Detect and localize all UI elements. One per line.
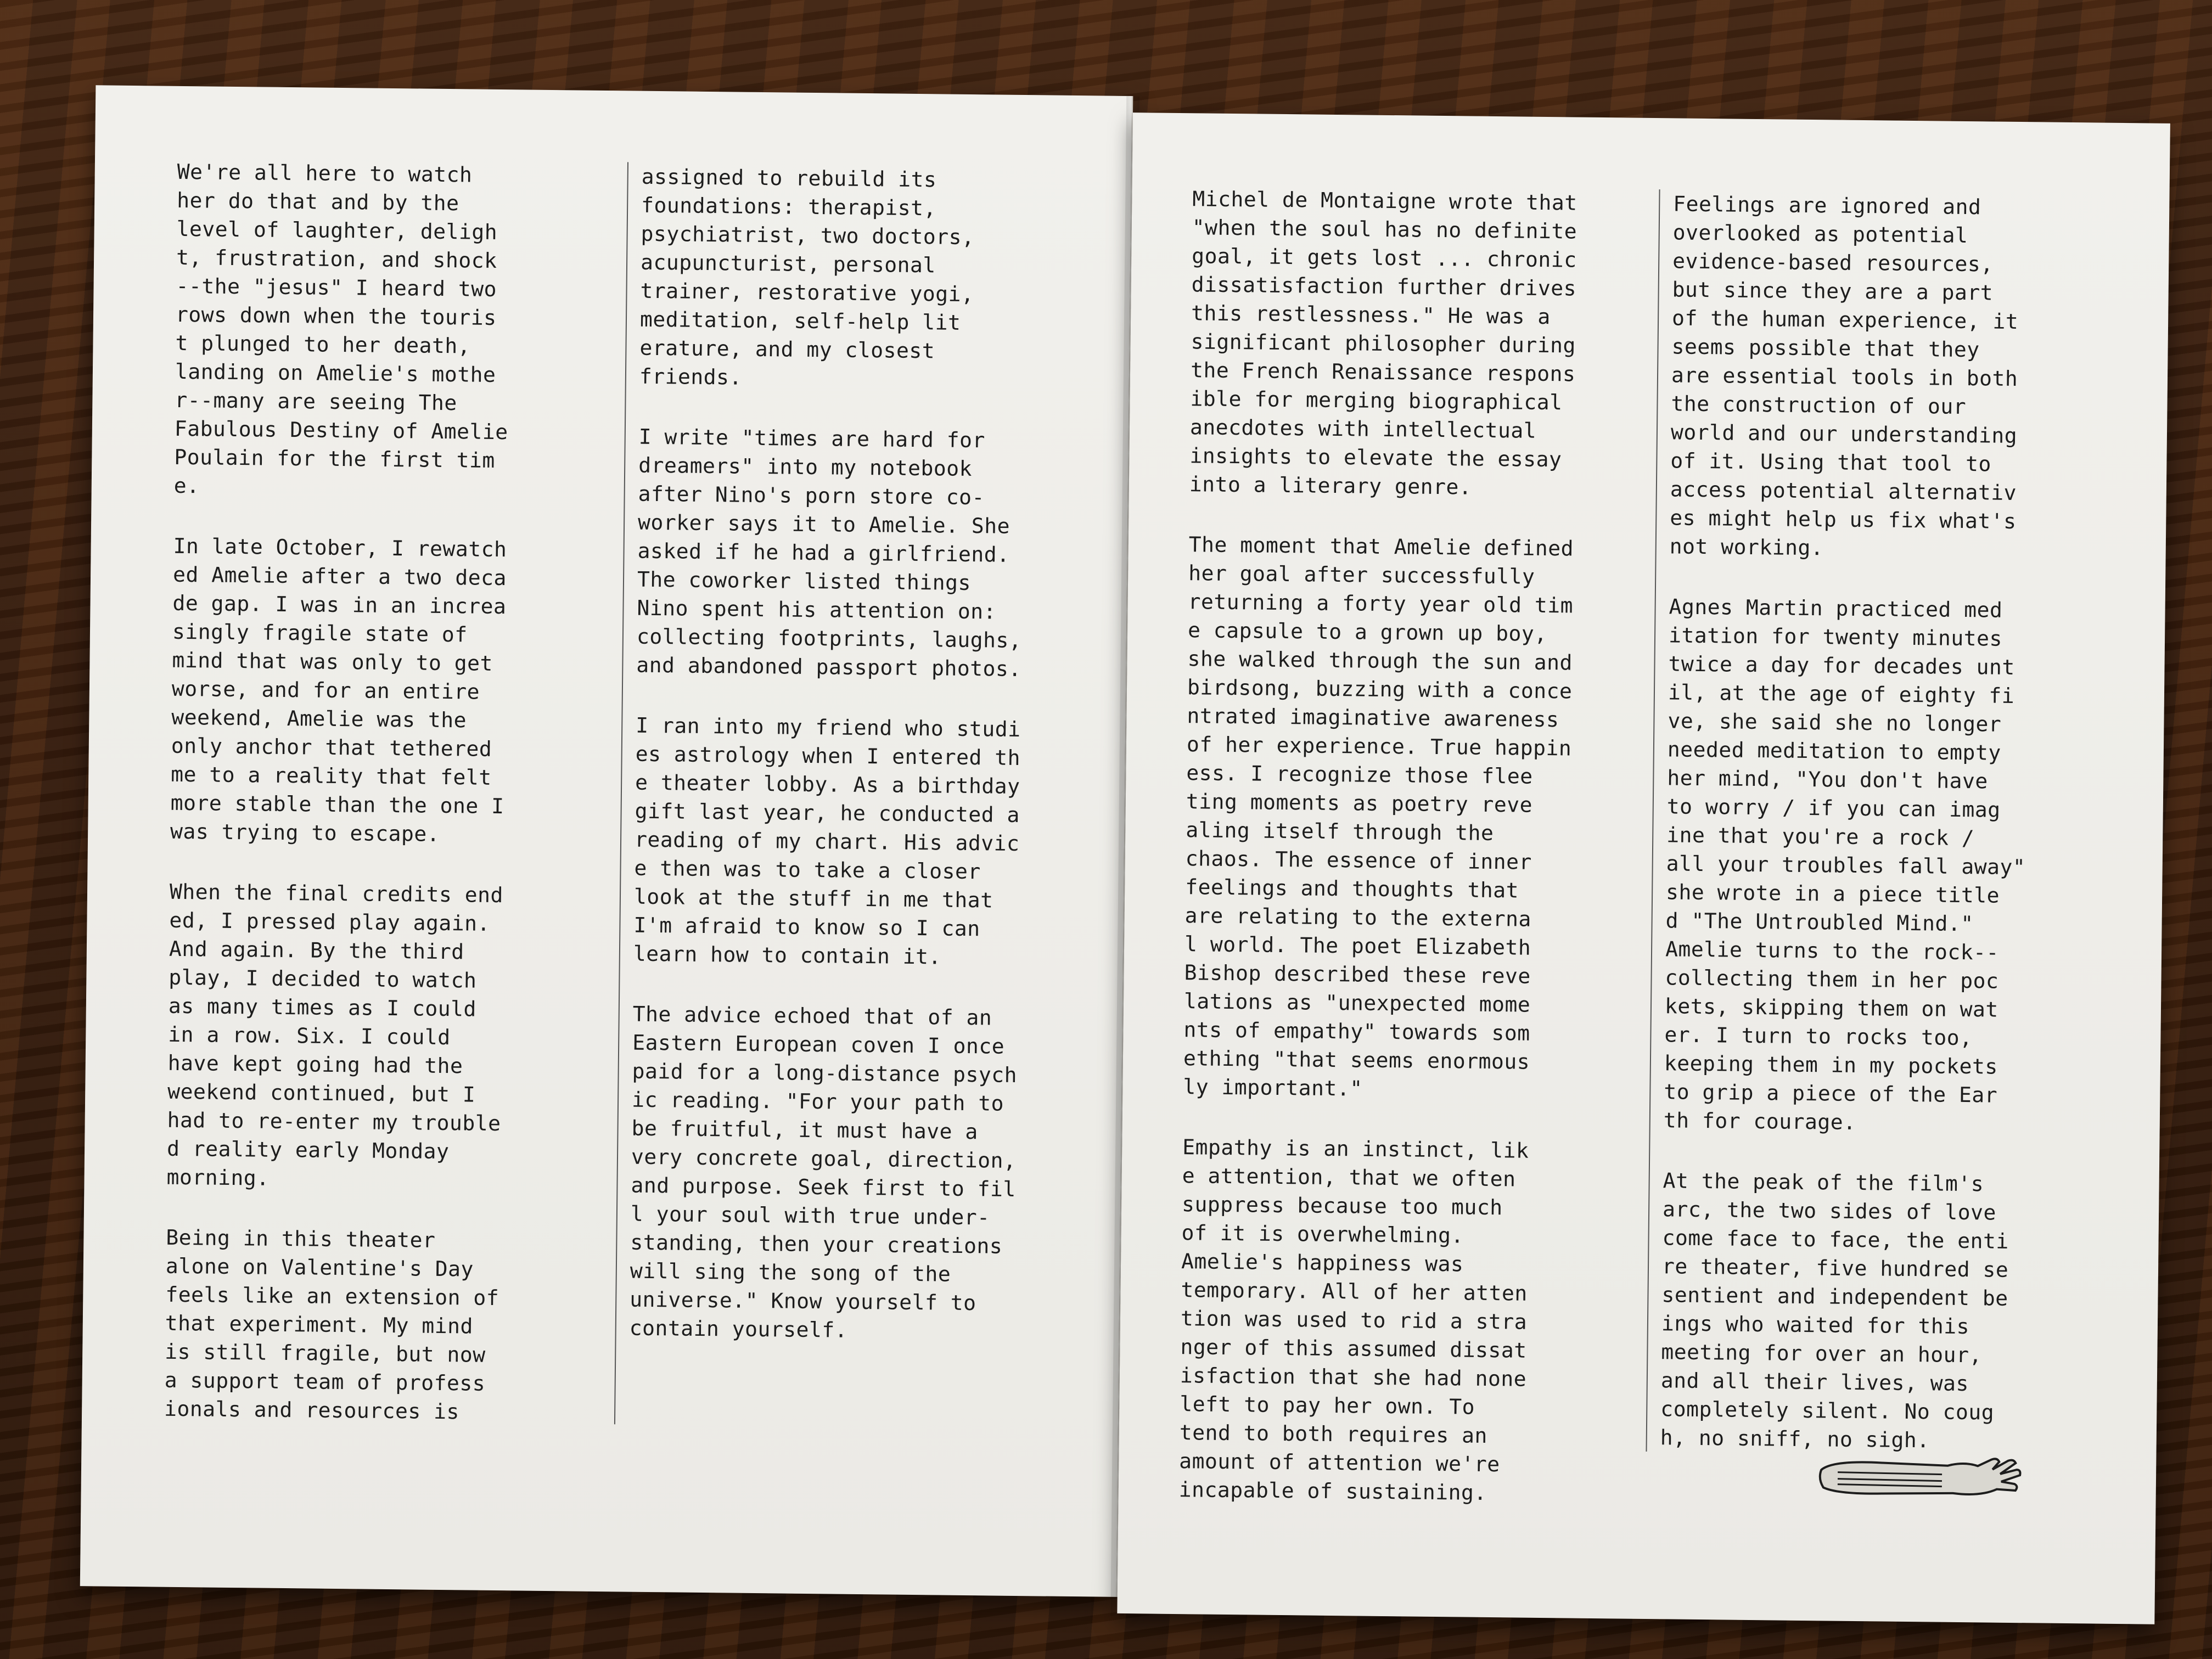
paragraph: When the final credits end ed, I pressed play again. And again. By the third play, I decided to watch as many times as I could in a row. Six. I could have kept going had the weekend continued, but I had to re-enter my trouble d reality early Monday morning. bbox=[166, 879, 504, 1190]
paragraph: The moment that Amelie defined her goal after successfully returning a forty year old tim e capsule to a grown up boy, she walked through the sun and birdsong, buzzing with a conce ntrated imaginative awareness of her experience. True happin ess. I recognize those flee ting moments as poetry reve aling itself through the chaos. The essence of inner feelings and thoughts that are relating to the externa l world. The poet Elizabeth Bishop described these reve lations as "unexpected mome nts of empathy" towards som ething "that seems enormous ly important." bbox=[1183, 532, 1574, 1101]
paragraph: Being in this theater alone on Valentine's Day feels like an extension of that experiment. My mind is still fragile, but now a support team of profess ionals and resources is bbox=[164, 1225, 499, 1424]
zine-spread bbox=[80, 85, 2170, 1607]
paragraph: Empathy is an instinct, lik e attention, that we often suppress because too much of it is overwhelming. Amelie's happiness was temporary. All of her atten tion was used to rid a stra nger of this assumed dissat isfaction that she had none left to pay her own. To tend to both requires an amount of attention we're incapable of sustaining. bbox=[1178, 1135, 1529, 1505]
paragraph: I write "times are hard for dreamers" into my notebook after Nino's porn store co- worker says it to Amelie. She asked if he had a girlfriend. The coworker listed things Nino spent his attention on: collecting footprints, laughs, and abandoned passport photos. bbox=[636, 424, 1022, 681]
paragraph: Michel de Montaigne wrote that "when the soul has no definite goal, it gets lost ... chronic dissatisfaction further drives this restlessness." He was a significant philosopher during the French Renaissance respons ible for merging biographical anecdotes with intellectual insights to elevate the essay into a literary genre. bbox=[1189, 187, 1577, 499]
paragraph: We're all here to watch her do that and by the level of laughter, deligh t, frustration, and shock --the "jesus" I heard two rows down when the touris t plunged to her death, landing on Amelie's mothe r--many are seeing The Fabulous Destiny of Amelie Poulain for the first tim e. bbox=[173, 159, 508, 498]
column-2 bbox=[614, 162, 1045, 1429]
paragraph: At the peak of the film's arc, the two sides of love come face to face, the enti re theater, five hundred se sentient and independent be ings who waited for this meeting for over an hour, and all their lives, was completely silent. No coug h, no sniff, no sigh. bbox=[1660, 1168, 2009, 1453]
right-page bbox=[1117, 113, 2170, 1624]
column-3 bbox=[1178, 184, 1610, 1540]
column-1 bbox=[164, 158, 594, 1459]
arm-illustration-icon bbox=[1815, 1448, 2024, 1510]
paragraph: I ran into my friend who studi es astrology when I entered th e theater lobby. As a birthday gift last year, he conducted a reading of my chart. His advic e then was to take a closer look at the stuff in me that I'm afraid to know so I can learn how to contain it. bbox=[633, 713, 1021, 969]
paragraph: In late October, I rewatch ed Amelie after a two deca de gap. I was in an increa singly fragile state of mind that was only to get worse, and for an entire weekend, Amelie was the only anchor that tethered me to a reality that felt more stable than the one I was trying to escape. bbox=[170, 533, 507, 846]
paragraph: Feelings are ignored and overlooked as potential evidence-based resources, but since they are a part of the human experience, it seems possible that they are essential tools in both the construction of our world and our understanding of it. Using that tool to access potential alternativ es might help us fix what's not working. bbox=[1669, 192, 2019, 560]
column-4 bbox=[1646, 189, 2076, 1456]
paragraph: Agnes Martin practiced med itation for twenty minutes twice a day for decades unt il, at the age of eighty fi ve, she said she no longer needed meditation to empty her mind, "You don't have to worry / if you can imag ine that you're a rock / all your troubles fall away" she wrote in a piece title d "The Untroubled Mind." Amelie turns to the rock-- collecting them in her poc kets, skipping them on wat er. I turn to rocks too, keeping them in my pockets to grip a piece of the Ear th for courage. bbox=[1663, 594, 2026, 1134]
left-page bbox=[80, 85, 1133, 1597]
paragraph: assigned to rebuild its foundations: therapist, psychiatrist, two doctors, acupuncturist, personal trainer, restorative yogi, meditation, self-help lit erature, and my closest friends. bbox=[639, 164, 975, 390]
paragraph: The advice echoed that of an Eastern European coven I once paid for a long-distance psych ic reading. "For your path to be fruitful, it must have a very concrete goal, direction, and purpose. Seek first to fil l your soul with true under- standing, then your creations will sing the song of the universe." Know yourself to contain yourself. bbox=[629, 1002, 1018, 1342]
